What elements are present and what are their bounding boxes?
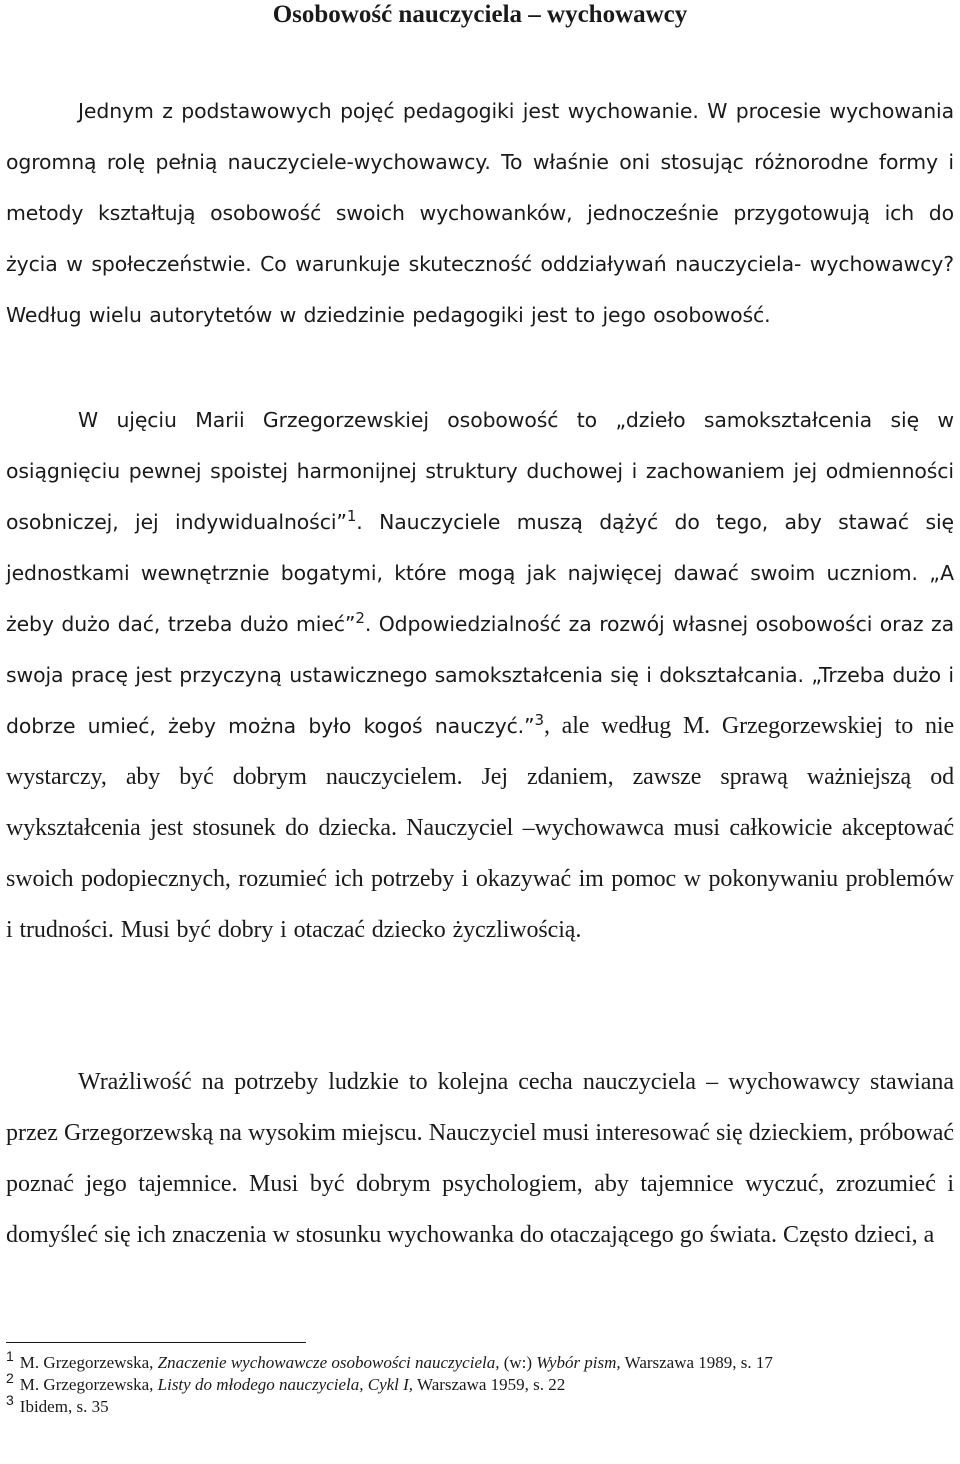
paragraph-2-text-c: . Odpowiedzialność za rozwój własnej osobowości oraz za swoja pracę jest przyczyną ustawicznego samokształcenia się i dokształcania. „Trzeba dużo i dobrze umieć, żeby można było kogoś nauczyć.”	[6, 612, 954, 738]
paragraph-3	[6, 1057, 954, 1261]
paragraph-2-text-a: W ujęciu Marii Grzegorzewskiej osobowość to „dzieło samokształcenia się w osiągnięciu pewnej spoistej harmonijnej struktury duchowej i zachowaniem jej odmienności osobniczej, jej indywidualności”	[6, 408, 954, 534]
footnote-author: Ibidem, s. 35	[19, 1397, 109, 1416]
paragraph-2-text-b: . Nauczyciele muszą dążyć do tego, aby stawać się jednostkami wewnętrznie bogatymi, które mogą jak najwięcej dawać swoim uczniom. „A żeby dużo dać, trzeba dużo mieć”	[6, 510, 954, 636]
footnote-mid: (w:)	[499, 1353, 537, 1372]
footnote-separator	[6, 1342, 306, 1343]
footnote-author: M. Grzegorzewska,	[19, 1353, 158, 1372]
footnote-number: 2	[6, 1370, 14, 1387]
footnote-ref-3[interactable]: 3	[534, 711, 544, 730]
footnote-number: 3	[6, 1392, 14, 1409]
footnote-ref-2[interactable]: 2	[355, 609, 365, 628]
footnote-title: Listy do młodego nauczyciela, Cykl I,	[157, 1375, 414, 1394]
footnote-2	[6, 1370, 954, 1396]
footnote-ref-1[interactable]: 1	[346, 507, 357, 526]
footnote-title: Znaczenie wychowawcze osobowości nauczyciela,	[157, 1353, 500, 1372]
footnote-author: M. Grzegorzewska,	[19, 1375, 158, 1394]
paragraph-2-text-d: , ale według M. Grzegorzewskiej to nie wystarczy, aby być dobrym nauczycielem. Jej zdaniem, zawsze sprawą ważniejszą od wykształcenia jest stosunek do dziecka. Nauczyciel –wychowawca musi całkowicie akceptować swoich podopiecznych, rozumieć ich potrzeby i okazywać im pomoc w pokonywaniu problemów i trudności. Musi być dobry i otaczać dziecko życzliwością.	[6, 713, 954, 943]
document-title: Osobowość nauczyciela – wychowawcy	[272, 1, 688, 28]
footnote-1	[6, 1348, 954, 1374]
footnote-3	[6, 1392, 954, 1418]
paragraph-1	[6, 86, 954, 341]
footnote-source: Wybór pism,	[536, 1353, 621, 1372]
footnote-rest: Warszawa 1989, s. 17	[620, 1353, 773, 1372]
footnotes	[6, 1348, 954, 1418]
footnote-number: 1	[6, 1348, 14, 1365]
paragraph-3-text: Wrażliwość na potrzeby ludzkie to kolejna cecha nauczyciela – wychowawcy stawiana przez Grzegorzewską na wysokim miejscu. Nauczyciel musi interesować się dzieckiem, próbować poznać jego tajemnice. Musi być dobrym psychologiem, aby tajemnice wyczuć, zrozumieć i domyśleć się ich znaczenia w stosunku wychowanka do otaczającego go świata. Często dzieci, a	[6, 1069, 954, 1248]
paragraph-2	[6, 395, 954, 956]
paragraph-1-text: Jednym z podstawowych pojęć pedagogiki jest wychowanie. W procesie wychowania ogromną rolę pełnią nauczyciele-wychowawcy. To właśnie oni stosując różnorodne formy i metody kształtują osobowość swoich wychowanków, jednocześnie przygotowują ich do życia w społeczeństwie. Co warunkuje skuteczność oddziaływań nauczyciela- wychowawcy? Według wielu autorytetów w dziedzinie pedagogiki jest to jego osobowość.	[6, 99, 954, 327]
footnote-rest: Warszawa 1959, s. 22	[413, 1375, 566, 1394]
